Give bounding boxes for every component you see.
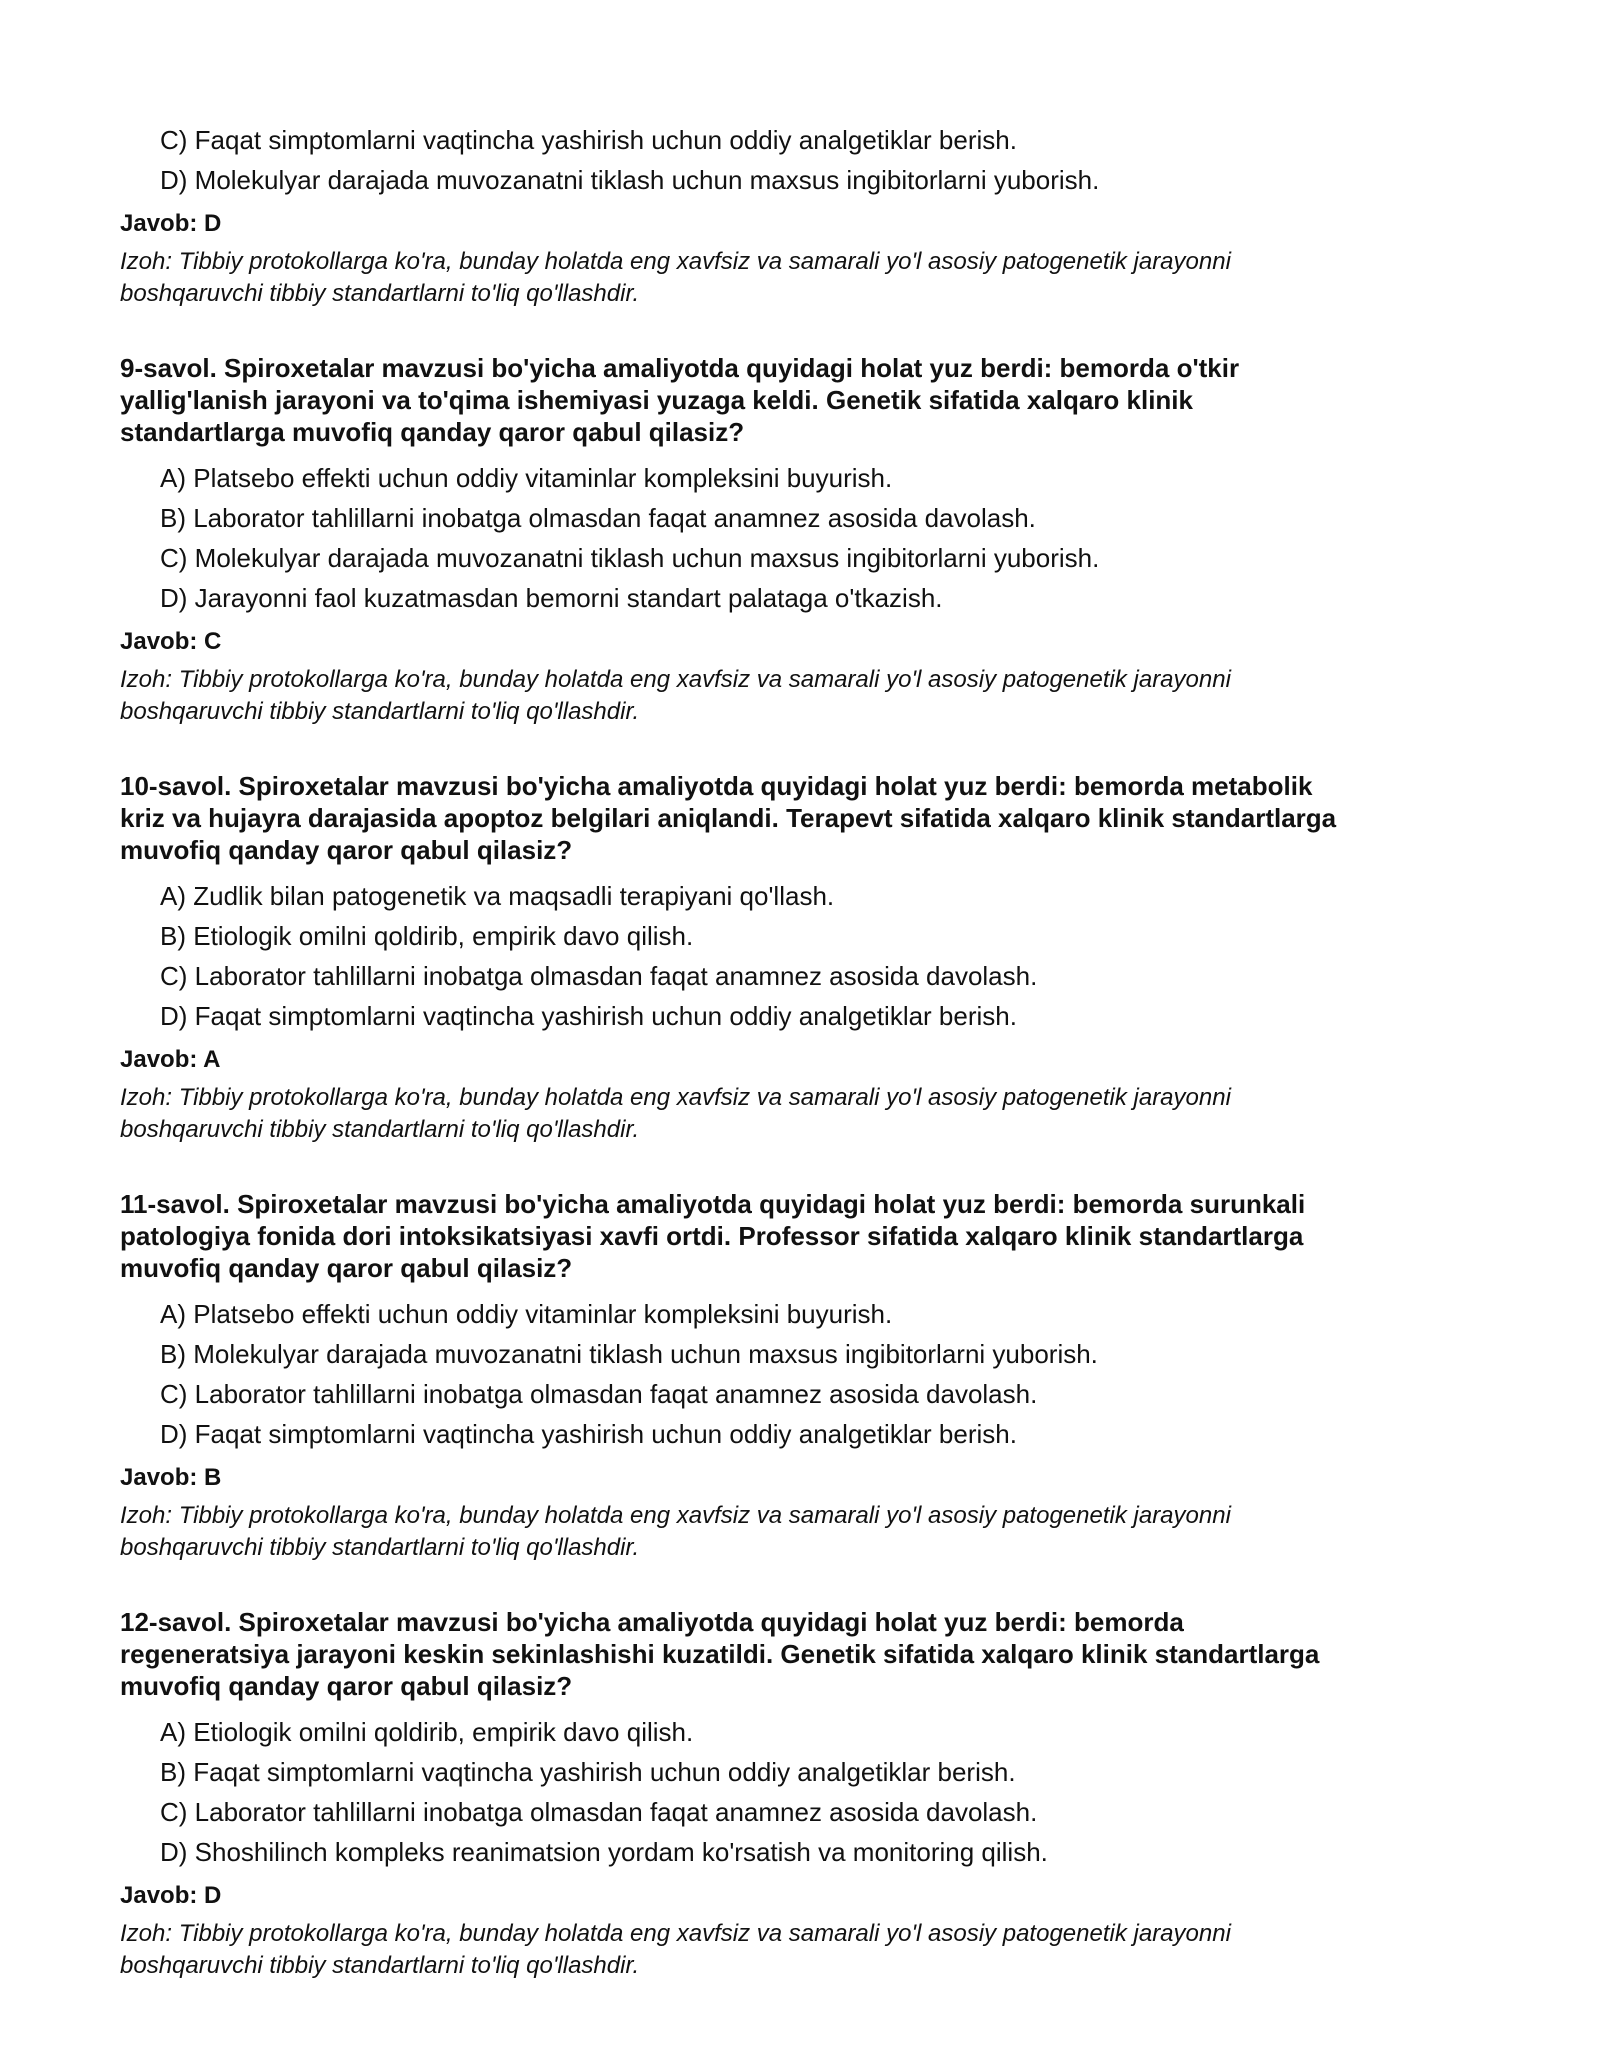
title-line: 9-savol. Spiroxetalar mavzusi bo'yicha amaliyotda quyidagi holat yuz berdi: bemorda o'tkir (120, 353, 1240, 383)
question-title (120, 1188, 1490, 1284)
option-c: C) Faqat simptomlarni vaqtincha yashirish uchun oddiy analgetiklar berish. (160, 125, 1017, 155)
title-line: regeneratsiya jarayoni keskin sekinlashishi kuzatildi. Genetik sifatida xalqaro klinik standartlarga (120, 1639, 1320, 1669)
answer-label: Javob: C (120, 628, 222, 655)
question-title (120, 1606, 1490, 1702)
note-line: Izoh: Tibbiy protokollarga ko'ra, bunday holatda eng xavfsiz va samarali yo'l asosiy patogenetik jarayonni (120, 666, 1231, 693)
note-line: Izoh: Tibbiy protokollarga ko'ra, bunday holatda eng xavfsiz va samarali yo'l asosiy patogenetik jarayonni (120, 248, 1231, 275)
question-9 (120, 352, 1490, 728)
question-11 (120, 1188, 1490, 1564)
explanation-note (120, 1500, 1490, 1564)
note-line: Izoh: Tibbiy protokollarga ko'ra, bunday holatda eng xavfsiz va samarali yo'l asosiy patogenetik jarayonni (120, 1920, 1231, 1947)
option-b: B) Etiologik omilni qoldirib, empirik davo qilish. (160, 921, 694, 951)
note-line: Izoh: Tibbiy protokollarga ko'ra, bunday holatda eng xavfsiz va samarali yo'l asosiy patogenetik jarayonni (120, 1502, 1231, 1529)
answer-label: Javob: B (120, 1464, 222, 1491)
option-c: C) Laborator tahlillarni inobatga olmasdan faqat anamnez asosida davolash. (160, 1797, 1038, 1827)
title-line: yallig'lanish jarayoni va to'qima ishemiyasi yuzaga keldi. Genetik sifatida xalqaro klinik (120, 385, 1193, 415)
question-12 (120, 1606, 1490, 1982)
option-a: A) Zudlik bilan patogenetik va maqsadli terapiyani qo'llash. (160, 881, 835, 911)
title-line: muvofiq qanday qaror qabul qilasiz? (120, 1253, 573, 1283)
title-line: kriz va hujayra darajasida apoptoz belgilari aniqlandi. Terapevt sifatida xalqaro klinik standartlarga (120, 803, 1337, 833)
explanation-note (120, 1918, 1490, 1982)
question-title (120, 770, 1490, 866)
option-c: C) Molekulyar darajada muvozanatni tiklash uchun maxsus ingibitorlarni yuborish. (160, 543, 1100, 573)
answer-label: Javob: D (120, 210, 222, 237)
title-line: patologiya fonida dori intoksikatsiyasi xavfi ortdi. Professor sifatida xalqaro klinik standartlarga (120, 1221, 1304, 1251)
option-a: A) Etiologik omilni qoldirib, empirik davo qilish. (160, 1717, 694, 1747)
note-line: Izoh: Tibbiy protokollarga ko'ra, bunday holatda eng xavfsiz va samarali yo'l asosiy patogenetik jarayonni (120, 1084, 1231, 1111)
option-d: D) Shoshilinch kompleks reanimatsion yordam ko'rsatish va monitoring qilish. (160, 1837, 1048, 1867)
option-a: A) Platsebo effekti uchun oddiy vitaminlar kompleksini buyurish. (160, 1299, 893, 1329)
explanation-note (120, 246, 1490, 310)
title-line: 10-savol. Spiroxetalar mavzusi bo'yicha amaliyotda quyidagi holat yuz berdi: bemorda metabolik (120, 771, 1313, 801)
option-d: D) Molekulyar darajada muvozanatni tiklash uchun maxsus ingibitorlarni yuborish. (160, 165, 1100, 195)
title-line: standartlarga muvofiq qanday qaror qabul qilasiz? (120, 417, 745, 447)
question-title (120, 352, 1490, 448)
note-line: boshqaruvchi tibbiy standartlarni to'liq qo'llashdir. (120, 280, 640, 307)
option-b: B) Faqat simptomlarni vaqtincha yashirish uchun oddiy analgetiklar berish. (160, 1757, 1016, 1787)
explanation-note (120, 664, 1490, 728)
document-page (120, 120, 1490, 2024)
option-d: D) Faqat simptomlarni vaqtincha yashirish uchun oddiy analgetiklar berish. (160, 1419, 1017, 1449)
title-line: muvofiq qanday qaror qabul qilasiz? (120, 1671, 573, 1701)
note-line: boshqaruvchi tibbiy standartlarni to'liq qo'llashdir. (120, 1534, 640, 1561)
explanation-note (120, 1082, 1490, 1146)
option-d: D) Jarayonni faol kuzatmasdan bemorni standart palataga o'tkazish. (160, 583, 943, 613)
option-c: C) Laborator tahlillarni inobatga olmasdan faqat anamnez asosida davolash. (160, 961, 1038, 991)
note-line: boshqaruvchi tibbiy standartlarni to'liq qo'llashdir. (120, 1116, 640, 1143)
question-10 (120, 770, 1490, 1146)
answer-label: Javob: D (120, 1882, 222, 1909)
answer-label: Javob: A (120, 1046, 221, 1073)
option-a: A) Platsebo effekti uchun oddiy vitaminlar kompleksini buyurish. (160, 463, 893, 493)
option-c: C) Laborator tahlillarni inobatga olmasdan faqat anamnez asosida davolash. (160, 1379, 1038, 1409)
note-line: boshqaruvchi tibbiy standartlarni to'liq qo'llashdir. (120, 698, 640, 725)
option-b: B) Molekulyar darajada muvozanatni tiklash uchun maxsus ingibitorlarni yuborish. (160, 1339, 1098, 1369)
question-8-tail (120, 120, 1490, 310)
note-line: boshqaruvchi tibbiy standartlarni to'liq qo'llashdir. (120, 1952, 640, 1979)
title-line: 12-savol. Spiroxetalar mavzusi bo'yicha amaliyotda quyidagi holat yuz berdi: bemorda (120, 1607, 1184, 1637)
title-line: muvofiq qanday qaror qabul qilasiz? (120, 835, 573, 865)
option-b: B) Laborator tahlillarni inobatga olmasdan faqat anamnez asosida davolash. (160, 503, 1036, 533)
option-d: D) Faqat simptomlarni vaqtincha yashirish uchun oddiy analgetiklar berish. (160, 1001, 1017, 1031)
title-line: 11-savol. Spiroxetalar mavzusi bo'yicha amaliyotda quyidagi holat yuz berdi: bemorda surunkali (120, 1189, 1306, 1219)
